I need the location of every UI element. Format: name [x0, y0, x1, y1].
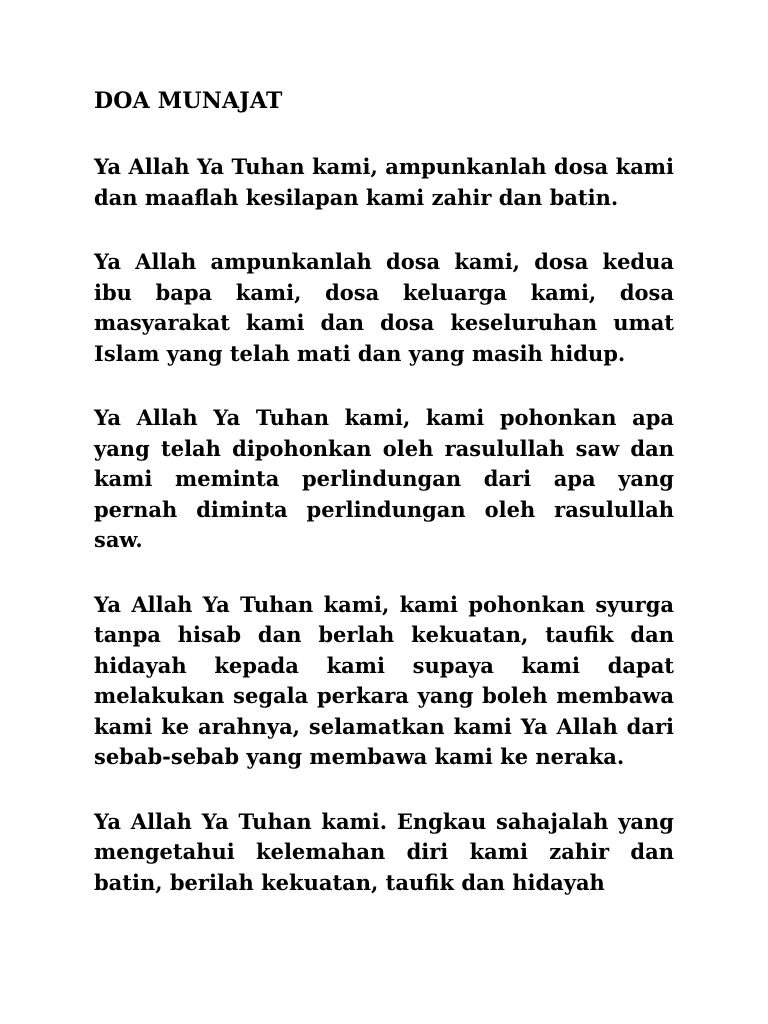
paragraph-3: Ya Allah Ya Tuhan kami, kami pohonkan apa yang telah dipohonkan oleh rasulullah saw dan kami meminta perlindungan dari apa yang pernah diminta perlindungan oleh rasulullah saw.: [94, 405, 674, 552]
document-title: DOA MUNAJAT: [94, 88, 283, 114]
paragraph-5: Ya Allah Ya Tuhan kami. Engkau sahajalah yang mengetahui kelemahan diri kami zahir dan batin, berilah kekuatan, taufik dan hidayah: [94, 808, 674, 895]
paragraph-4: Ya Allah Ya Tuhan kami, kami pohonkan syurga tanpa hisab dan berlah kekuatan, taufik dan hidayah kepada kami supaya kami dapat melakukan segala perkara yang boleh membawa kami ke arahnya, selamatkan kami Ya Allah dari sebab-sebab yang membawa kami ke neraka.: [94, 591, 674, 769]
paragraph-1: Ya Allah Ya Tuhan kami, ampunkanlah dosa kami dan maaflah kesilapan kami zahir dan batin.: [94, 154, 674, 210]
paragraph-2: Ya Allah ampunkanlah dosa kami, dosa kedua ibu bapa kami, dosa keluarga kami, dosa masyarakat kami dan dosa keseluruhan umat Islam yang telah mati dan yang masih hidup.: [94, 249, 674, 366]
document-page: [94, 86, 674, 898]
